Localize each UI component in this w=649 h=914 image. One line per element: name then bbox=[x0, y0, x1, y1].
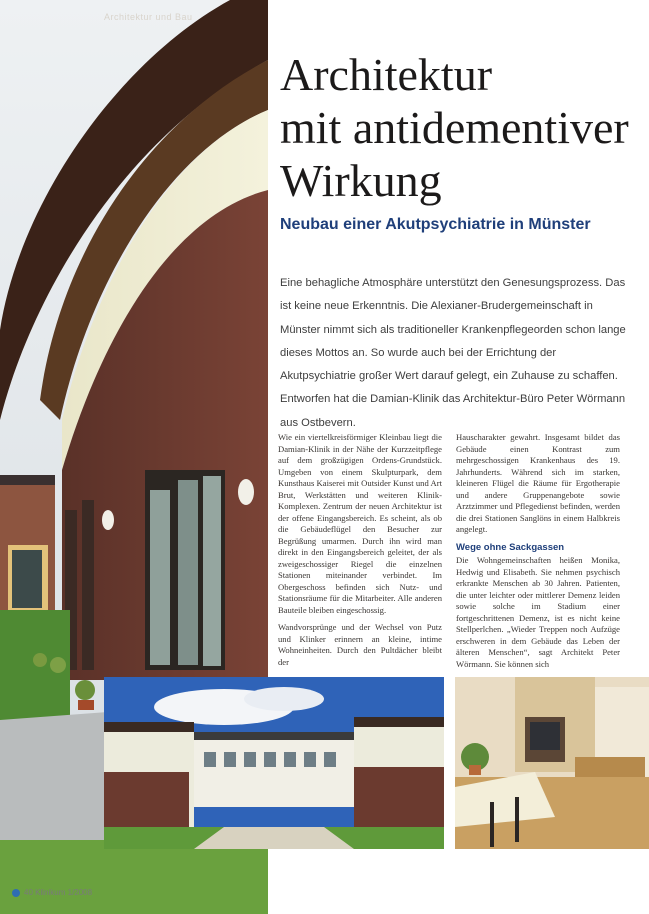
text-column-2 bbox=[456, 432, 620, 676]
title-line-3: Wirkung bbox=[280, 155, 442, 206]
title-line-1: Architektur bbox=[280, 49, 493, 100]
col2-paragraph-2: Die Wohngemeinschaften heißen Monika, Hedwig und Elisabeth. Sie nehmen psychisch erkrankte Menschen ab 30 Jahren. Patienten, die unter leichter oder mittlerer Demenz leiden sowie solche im Stadium einer fortgeschrittenen Demenz, ist es nicht keine Stellperlchen. „Wieder Treppen noch Aufzüge erschweren in dem Gebäude das Leben der älteren Menschen“, sagt Architekt Peter Wörmann. Sie können sich bbox=[456, 555, 620, 669]
col1-paragraph-1: Wie ein viertelkreisförmiger Kleinbau liegt die Damian-Klinik in der Nähe der Kurzzeitpflege auf dem großzügigen Ordens-Grundstück. Umgeben von einem Skulpturpark, dem Kunsthaus Kaiserei mit Outsider Kunst und Art Brut, Werkstätten und weiteren Klinik-Komplexen. Zentrum der neuen Architektur ist der offene Eingangsbereich. Es scheint, als ob die Gebäudeflügel den Besucher zur Begrüßung umarmen. Durch ihn wird man direkt in den Eingangsbereich geleitet, der als zweigeschossiger Riegel die einzelnen Stationen miteinander verbindet. Im Obergeschoss befinden sich Nutz- und Stationsräume für die Mitarbeiter. Alle anderen Bauteile bleiben eingeschossig. bbox=[278, 432, 442, 615]
article-title bbox=[280, 48, 645, 207]
page-footer bbox=[12, 888, 92, 897]
courtyard-photo bbox=[104, 677, 444, 849]
col2-subheading: Wege ohne Sackgassen bbox=[456, 541, 565, 553]
col2-paragraph-1: Hauscharakter gewahrt. Insgesamt bildet das Gebäude einen Kontrast zum mehrgeschossigen Krankenhaus des 19. Jahrhunderts. Während sich im starken, kleineren Flügel die Räume für Ergotherapie und andere Gruppenangebote sowie Arztzimmer und Pflegedienst befinden, werden die drei Stationen Sanglöns in einem Halbkreis angelegt. bbox=[456, 432, 620, 534]
text-column-1 bbox=[278, 432, 442, 674]
page-marker-icon bbox=[12, 889, 20, 897]
article-subtitle: Neubau einer Akutpsychiatrie in Münster bbox=[280, 216, 591, 233]
lead-paragraph: Eine behagliche Atmosphäre unterstützt den Genesungsprozess. Das ist keine neue Erkenntnis. Die Alexianer-Brudergemeinschaft in Münster nimmt sich als traditioneller Krankenpflegeorden schon lange dieses Mottos an. So wurde auch bei der Errichtung der Akutpsychiatrie großer Wert darauf gelegt, ein Zuhause zu schaffen. Entworfen hat die Damian-Klinik das Architektur-Büro Peter Wörmann aus Ostbevern. bbox=[280, 277, 626, 429]
title-line-2: mit antidementiver bbox=[280, 102, 629, 153]
room-photo bbox=[455, 677, 649, 849]
section-label: Architektur und Bau bbox=[104, 12, 193, 22]
footer-text: 40 Klinikum 1/2008 bbox=[24, 888, 93, 897]
col1-paragraph-2: Wandvorsprünge und der Wechsel von Putz und Klinker erinnern an kleine, intime Wohneinheiten. Durch den Pultdächer bleibt der bbox=[278, 622, 442, 667]
